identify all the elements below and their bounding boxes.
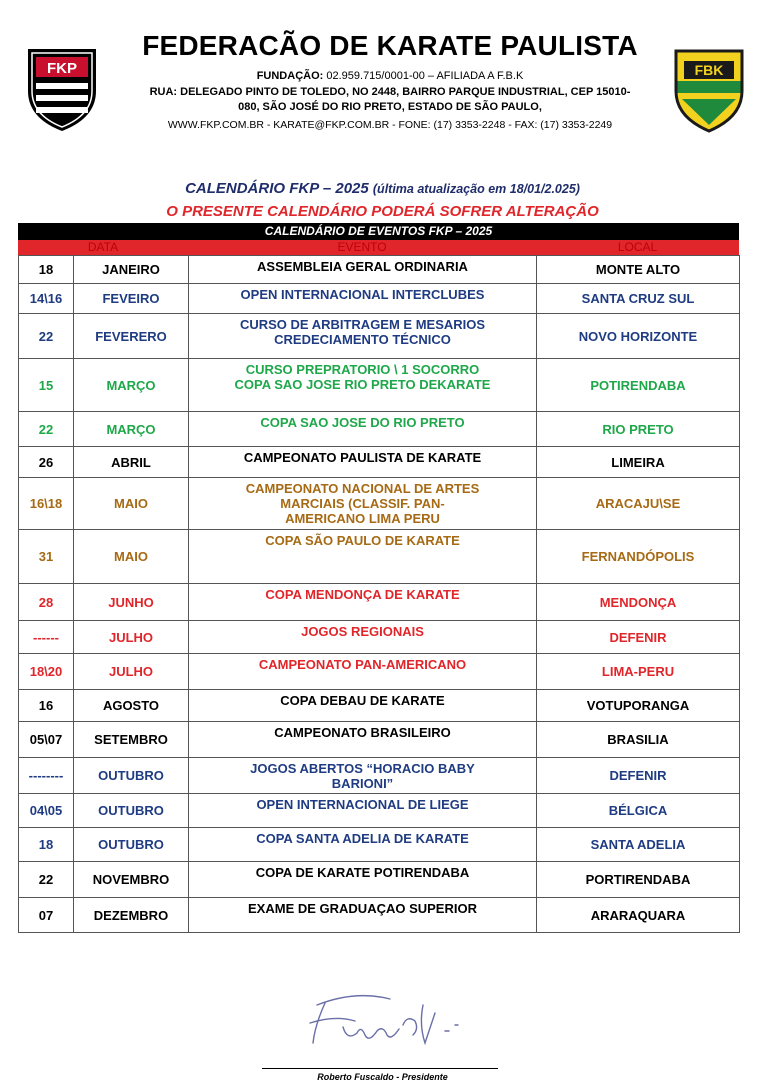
events-table-body (19, 256, 740, 933)
col-header-evento: EVENTO (337, 240, 387, 254)
table-row (19, 722, 740, 758)
event-day: 26 (19, 447, 74, 478)
signatory-name: Roberto Fuscaldo - Presidente (317, 1072, 448, 1082)
event-name (189, 621, 537, 654)
event-day: 14\16 (19, 284, 74, 314)
event-name-line: MARCIAIS (CLASSIF. PAN- (280, 496, 445, 511)
svg-text:FBK: FBK (694, 62, 724, 78)
event-name-line: ASSEMBLEIA GERAL ORDINARIA (257, 259, 468, 274)
table-row (19, 621, 740, 654)
address-line-2: 080, SÃO JOSÉ DO RIO PRETO, ESTADO DE SÃO PAULO, (238, 101, 542, 113)
fundacao-label: FUNDAÇÃO: (256, 70, 324, 82)
signature-scribble (295, 985, 475, 1055)
event-month: FEVEIRO (74, 284, 189, 314)
event-month: NOVEMBRO (74, 862, 189, 898)
event-name-line: JOGOS REGIONAIS (301, 624, 424, 639)
event-name (189, 359, 537, 412)
table-row (19, 530, 740, 584)
event-day: 04\05 (19, 794, 74, 828)
events-table-wrap (18, 223, 739, 933)
event-name (189, 794, 537, 828)
event-name-line: JOGOS ABERTOS “HORACIO BABY (250, 761, 475, 776)
event-name-line: COPA SÃO PAULO DE KARATE (265, 533, 460, 548)
event-day: 28 (19, 584, 74, 621)
events-table (18, 255, 740, 933)
address-line-1: RUA: DELEGADO PINTO DE TOLEDO, NO 2448, BAIRRO PARQUE INDUSTRIAL, CEP 15010- (149, 86, 631, 98)
event-month: MAIO (74, 530, 189, 584)
table-row (19, 412, 740, 447)
event-name (189, 530, 537, 584)
event-day: -------- (19, 758, 74, 794)
calendar-warning: O PRESENTE CALENDÁRIO PODERÁ SOFRER ALTERAÇÃO (166, 203, 599, 220)
table-row (19, 284, 740, 314)
event-day: 16\18 (19, 478, 74, 530)
event-name-line: OPEN INTERNACIONAL INTERCLUBES (240, 287, 485, 302)
event-name (189, 284, 537, 314)
table-row (19, 794, 740, 828)
col-header-data: DATA (87, 240, 119, 254)
contact-line: WWW.FKP.COM.BR - KARATE@FKP.COM.BR - FONE: (17) 3353-2248 - FAX: (17) 3353-2249 (167, 119, 613, 131)
event-name-line: AMERICANO LIMA PERU (285, 511, 440, 526)
event-name-line: BARIONI” (331, 776, 394, 791)
event-month: JANEIRO (74, 256, 189, 284)
event-local: SANTA CRUZ SUL (537, 284, 740, 314)
table-row (19, 314, 740, 359)
event-name (189, 447, 537, 478)
event-day: 18 (19, 256, 74, 284)
event-day: 15 (19, 359, 74, 412)
event-day: 22 (19, 412, 74, 447)
event-local: MONTE ALTO (537, 256, 740, 284)
event-name-line: CREDECIAMENTO TÉCNICO (274, 332, 451, 347)
table-row (19, 758, 740, 794)
event-month: FEVERERO (74, 314, 189, 359)
event-name-line: CAMPEONATO BRASILEIRO (274, 725, 451, 740)
event-local: ARARAQUARA (537, 898, 740, 933)
event-month: JULHO (74, 621, 189, 654)
event-name-line: CAMPEONATO PAULISTA DE KARATE (243, 450, 482, 465)
event-local: POTIRENDABA (537, 359, 740, 412)
event-name-line: COPA SANTA ADELIA DE KARATE (256, 831, 469, 846)
event-name (189, 478, 537, 530)
event-local: BRASILIA (537, 722, 740, 758)
event-name (189, 654, 537, 690)
event-month: SETEMBRO (74, 722, 189, 758)
event-month: DEZEMBRO (74, 898, 189, 933)
event-local: FERNANDÓPOLIS (537, 530, 740, 584)
table-row (19, 690, 740, 722)
event-name-line: COPA DE KARATE POTIRENDABA (255, 865, 470, 880)
last-update: (última atualização em 18/01/2.025) (372, 182, 580, 196)
col-header-local: LOCAL (617, 240, 658, 254)
table-row (19, 447, 740, 478)
table-row (19, 359, 740, 412)
event-name-line: COPA DEBAU DE KARATE (280, 693, 445, 708)
event-local: NOVO HORIZONTE (537, 314, 740, 359)
calendar-title-text: CALENDÁRIO FKP – 2025 (185, 180, 369, 197)
event-name (189, 862, 537, 898)
event-day: 22 (19, 862, 74, 898)
event-name (189, 722, 537, 758)
event-day: 07 (19, 898, 74, 933)
event-name-line: CAMPEONATO PAN-AMERICANO (258, 657, 467, 672)
event-day: 22 (19, 314, 74, 359)
event-local: PORTIRENDABA (537, 862, 740, 898)
signature-line (262, 1068, 498, 1069)
table-row (19, 478, 740, 530)
fundacao-value: 02.959.715/0001-00 – AFILIADA A F.B.K (323, 70, 524, 82)
table-row (19, 828, 740, 862)
table-row (19, 862, 740, 898)
event-name (189, 412, 537, 447)
event-name-line: OPEN INTERNACIONAL DE LIEGE (256, 797, 469, 812)
fbk-logo (672, 47, 746, 133)
event-name (189, 584, 537, 621)
event-name-line: CAMPEONATO NACIONAL DE ARTES (245, 481, 480, 496)
event-month: JUNHO (74, 584, 189, 621)
event-day: 16 (19, 690, 74, 722)
event-name (189, 898, 537, 933)
event-name-line: COPA MENDONÇA DE KARATE (265, 587, 460, 602)
event-month: JULHO (74, 654, 189, 690)
federation-title: FEDERACÃO DE KARATE PAULISTA (142, 30, 638, 61)
svg-text:FKP: FKP (47, 60, 77, 77)
event-name-line: COPA SAO JOSE RIO PRETO DEKARATE (234, 377, 491, 392)
event-day: 18\20 (19, 654, 74, 690)
table-row (19, 898, 740, 933)
event-name-line: CURSO PREPRATORIO \ 1 SOCORRO (245, 362, 480, 377)
calendar-title (0, 180, 765, 197)
event-name-line: EXAME DE GRADUAÇAO SUPERIOR (248, 901, 477, 916)
event-local: LIMA-PERU (537, 654, 740, 690)
table-row (19, 584, 740, 621)
fkp-logo (22, 43, 102, 133)
table-row (19, 256, 740, 284)
event-name (189, 314, 537, 359)
event-name-line: CURSO DE ARBITRAGEM E MESARIOS (239, 317, 486, 332)
event-month: OUTUBRO (74, 758, 189, 794)
event-local: VOTUPORANGA (537, 690, 740, 722)
event-month: MARÇO (74, 359, 189, 412)
event-day: ------ (19, 621, 74, 654)
event-month: MAIO (74, 478, 189, 530)
event-local: SANTA ADELIA (537, 828, 740, 862)
event-month: MARÇO (74, 412, 189, 447)
event-local: MENDONÇA (537, 584, 740, 621)
event-month: OUTUBRO (74, 828, 189, 862)
event-month: OUTUBRO (74, 794, 189, 828)
event-day: 18 (19, 828, 74, 862)
event-day: 05\07 (19, 722, 74, 758)
event-local: BÉLGICA (537, 794, 740, 828)
event-local: DEFENIR (537, 758, 740, 794)
event-local: DEFENIR (537, 621, 740, 654)
event-month: AGOSTO (74, 690, 189, 722)
fundacao-line (110, 70, 670, 82)
event-name (189, 828, 537, 862)
table-header-band (18, 240, 739, 255)
event-name (189, 256, 537, 284)
event-name (189, 690, 537, 722)
event-local: ARACAJU\SE (537, 478, 740, 530)
event-local: LIMEIRA (537, 447, 740, 478)
event-day: 31 (19, 530, 74, 584)
event-month: ABRIL (74, 447, 189, 478)
event-name-line: COPA SAO JOSE DO RIO PRETO (260, 415, 465, 430)
event-name (189, 758, 537, 794)
table-row (19, 654, 740, 690)
event-local: RIO PRETO (537, 412, 740, 447)
table-title-band: CALENDÁRIO DE EVENTOS FKP – 2025 (18, 223, 739, 240)
